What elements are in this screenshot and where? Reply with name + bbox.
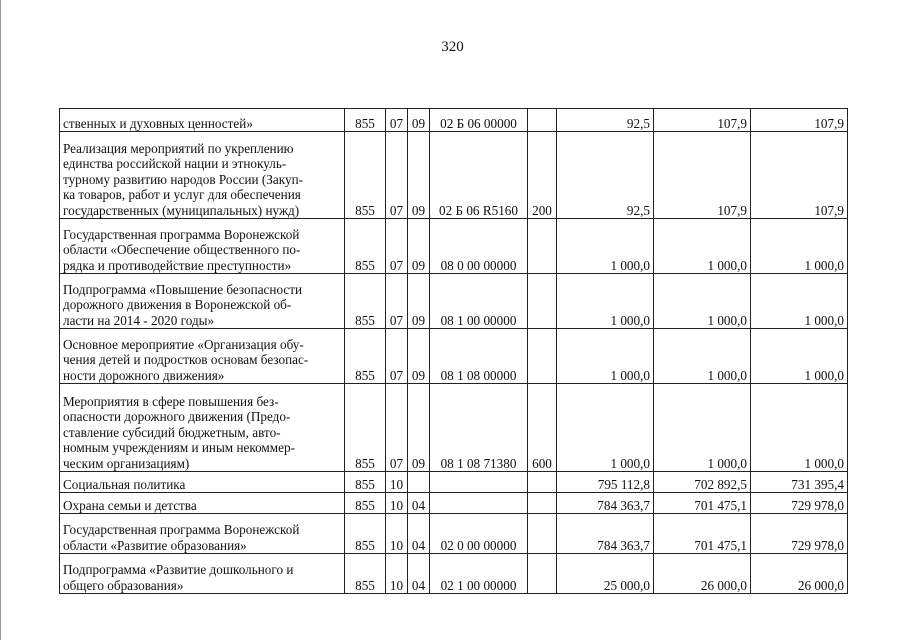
table-row <box>60 472 848 493</box>
expense-type-code <box>528 109 557 132</box>
expense-type-code <box>528 472 557 493</box>
amount-year-3: 729 978,0 <box>751 493 848 514</box>
section-code: 10 <box>386 493 408 514</box>
ministry-code: 855 <box>345 219 386 274</box>
row-name: Государственная программа Воронежской области «Обеспечение общественного по- рядка и противодействие преступности» <box>60 219 345 274</box>
target-article-code: 02 0 00 00000 <box>430 514 528 554</box>
amount-year-3: 1 000,0 <box>751 384 848 472</box>
expense-type-code <box>528 274 557 329</box>
expense-type-code <box>528 329 557 384</box>
subsection-code: 04 <box>408 493 430 514</box>
subsection-code: 09 <box>408 132 430 219</box>
amount-year-2: 701 475,1 <box>654 514 751 554</box>
amount-year-1: 1 000,0 <box>557 384 654 472</box>
target-article-code: 02 Б 06 00000 <box>430 109 528 132</box>
amount-year-2: 1 000,0 <box>654 329 751 384</box>
amount-year-2: 107,9 <box>654 109 751 132</box>
section-code: 07 <box>386 329 408 384</box>
ministry-code: 855 <box>345 329 386 384</box>
section-code: 07 <box>386 219 408 274</box>
table-row <box>60 274 848 329</box>
amount-year-3: 1 000,0 <box>751 219 848 274</box>
subsection-code: 09 <box>408 384 430 472</box>
row-name: Мероприятия в сфере повышения без- опасности дорожного движения (Предо- ставление субсидий бюджетным, авто- номным учреждениям и иным некоммер- ческим организациям) <box>60 384 345 472</box>
amount-year-2: 1 000,0 <box>654 219 751 274</box>
row-name: Основное мероприятие «Организация обу- чения детей и подростков основам безопас- ности дорожного движения» <box>60 329 345 384</box>
row-name: ственных и духовных ценностей» <box>60 109 345 132</box>
subsection-code <box>408 472 430 493</box>
amount-year-2: 702 892,5 <box>654 472 751 493</box>
section-code: 07 <box>386 274 408 329</box>
target-article-code <box>430 472 528 493</box>
amount-year-1: 1 000,0 <box>557 219 654 274</box>
row-name: Подпрограмма «Развитие дошкольного и общего образования» <box>60 554 345 594</box>
amount-year-3: 1 000,0 <box>751 274 848 329</box>
amount-year-1: 92,5 <box>557 109 654 132</box>
expense-type-code <box>528 493 557 514</box>
row-name: Подпрограмма «Повышение безопасности дорожного движения в Воронежской об- ласти на 2014 - 2020 годы» <box>60 274 345 329</box>
subsection-code: 09 <box>408 109 430 132</box>
amount-year-3: 107,9 <box>751 109 848 132</box>
ministry-code: 855 <box>345 472 386 493</box>
row-name: Реализация мероприятий по укреплению единства российской нации и этнокуль- турному развитию народов России (Закуп- ка товаров, работ и услуг для обеспечения государственных (муниципальных) нужд) <box>60 132 345 219</box>
ministry-code: 855 <box>345 384 386 472</box>
target-article-code: 08 0 00 00000 <box>430 219 528 274</box>
expense-type-code: 600 <box>528 384 557 472</box>
subsection-code: 09 <box>408 329 430 384</box>
amount-year-1: 784 363,7 <box>557 514 654 554</box>
subsection-code: 09 <box>408 274 430 329</box>
amount-year-2: 701 475,1 <box>654 493 751 514</box>
subsection-code: 04 <box>408 514 430 554</box>
section-code: 07 <box>386 384 408 472</box>
amount-year-2: 1 000,0 <box>654 274 751 329</box>
table-row <box>60 554 848 594</box>
expense-type-code: 200 <box>528 132 557 219</box>
expense-type-code <box>528 219 557 274</box>
ministry-code: 855 <box>345 554 386 594</box>
amount-year-3: 26 000,0 <box>751 554 848 594</box>
amount-year-3: 729 978,0 <box>751 514 848 554</box>
target-article-code <box>430 493 528 514</box>
table-row <box>60 329 848 384</box>
amount-year-1: 1 000,0 <box>557 329 654 384</box>
amount-year-1: 25 000,0 <box>557 554 654 594</box>
section-code: 10 <box>386 472 408 493</box>
section-code: 10 <box>386 554 408 594</box>
table-row <box>60 219 848 274</box>
table-row <box>60 493 848 514</box>
section-code: 07 <box>386 109 408 132</box>
ministry-code: 855 <box>345 274 386 329</box>
page-number: 320 <box>441 39 464 55</box>
target-article-code: 02 1 00 00000 <box>430 554 528 594</box>
table-row <box>60 514 848 554</box>
amount-year-1: 92,5 <box>557 132 654 219</box>
table-row <box>60 132 848 219</box>
amount-year-2: 107,9 <box>654 132 751 219</box>
subsection-code: 09 <box>408 219 430 274</box>
page-left-edge <box>0 0 1 640</box>
amount-year-3: 731 395,4 <box>751 472 848 493</box>
row-name: Охрана семьи и детства <box>60 493 345 514</box>
section-code: 07 <box>386 132 408 219</box>
target-article-code: 08 1 00 00000 <box>430 274 528 329</box>
amount-year-1: 795 112,8 <box>557 472 654 493</box>
amount-year-1: 784 363,7 <box>557 493 654 514</box>
amount-year-2: 1 000,0 <box>654 384 751 472</box>
expense-type-code <box>528 554 557 594</box>
table-row <box>60 384 848 472</box>
table-row <box>60 109 848 132</box>
budget-table <box>59 108 848 594</box>
amount-year-1: 1 000,0 <box>557 274 654 329</box>
ministry-code: 855 <box>345 109 386 132</box>
amount-year-3: 107,9 <box>751 132 848 219</box>
ministry-code: 855 <box>345 132 386 219</box>
target-article-code: 08 1 08 71380 <box>430 384 528 472</box>
row-name: Социальная политика <box>60 472 345 493</box>
expense-type-code <box>528 514 557 554</box>
subsection-code: 04 <box>408 554 430 594</box>
amount-year-2: 26 000,0 <box>654 554 751 594</box>
ministry-code: 855 <box>345 493 386 514</box>
target-article-code: 08 1 08 00000 <box>430 329 528 384</box>
ministry-code: 855 <box>345 514 386 554</box>
target-article-code: 02 Б 06 R5160 <box>430 132 528 219</box>
amount-year-3: 1 000,0 <box>751 329 848 384</box>
section-code: 10 <box>386 514 408 554</box>
row-name: Государственная программа Воронежской области «Развитие образования» <box>60 514 345 554</box>
